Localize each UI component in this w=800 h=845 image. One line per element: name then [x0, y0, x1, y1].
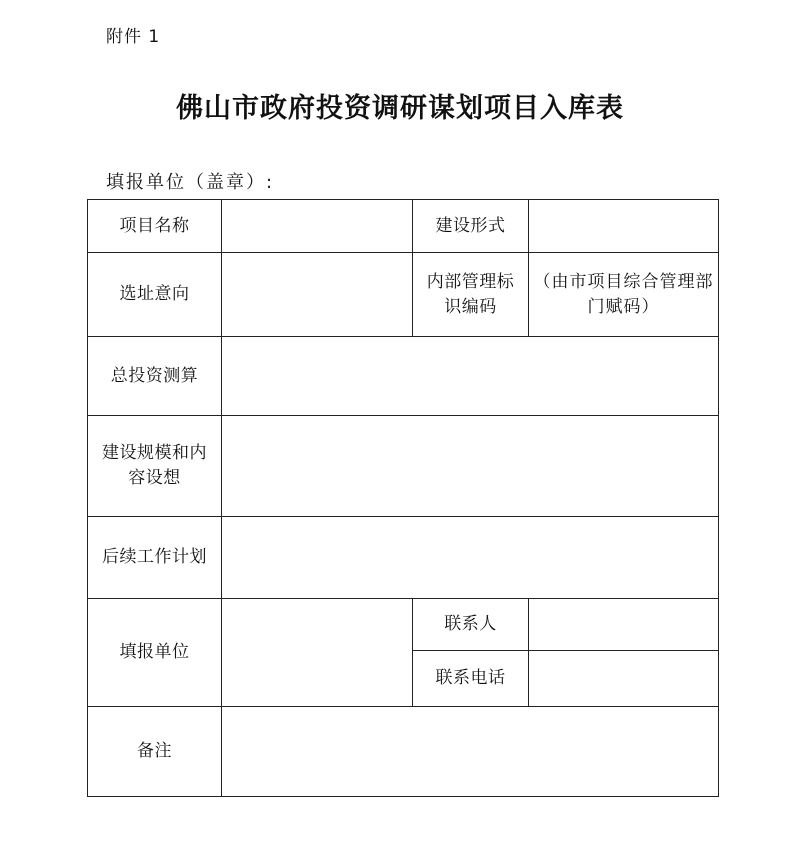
row-project-name [88, 200, 719, 253]
row-reporting-unit [88, 599, 719, 651]
site-intention-field[interactable] [222, 253, 413, 337]
reporting-unit-field[interactable] [222, 599, 413, 707]
project-name-field[interactable] [222, 200, 413, 253]
construction-form-label: 建设形式 [413, 200, 529, 253]
follow-up-plan-label: 后续工作计划 [88, 517, 222, 599]
contact-phone-label: 联系电话 [413, 651, 529, 707]
remarks-label: 备注 [88, 707, 222, 797]
reporting-unit-stamp-line: 填报单位（盖章）: [106, 172, 275, 193]
project-entry-form [87, 199, 719, 797]
row-site-intention [88, 253, 719, 337]
reporting-unit-label: 填报单位 [88, 599, 222, 707]
page-title: 佛山市政府投资调研谋划项目入库表 [176, 93, 624, 124]
contact-person-field[interactable] [529, 599, 719, 651]
contact-phone-field[interactable] [529, 651, 719, 707]
internal-code-label: 内部管理标识编码 [413, 253, 529, 337]
follow-up-plan-field[interactable] [222, 517, 719, 599]
attachment-label: 附件 1 [106, 27, 161, 47]
scale-content-label: 建设规模和内容设想 [88, 416, 222, 517]
site-intention-label: 选址意向 [88, 253, 222, 337]
row-scale-content [88, 416, 719, 517]
contact-person-label: 联系人 [413, 599, 529, 651]
total-investment-label: 总投资测算 [88, 337, 222, 416]
row-total-investment [88, 337, 719, 416]
remarks-field[interactable] [222, 707, 719, 797]
total-investment-field[interactable] [222, 337, 719, 416]
construction-form-field[interactable] [529, 200, 719, 253]
internal-code-note: （由市项目综合管理部门赋码） [529, 253, 719, 337]
row-follow-up-plan [88, 517, 719, 599]
scale-content-field[interactable] [222, 416, 719, 517]
row-remarks [88, 707, 719, 797]
project-name-label: 项目名称 [88, 200, 222, 253]
